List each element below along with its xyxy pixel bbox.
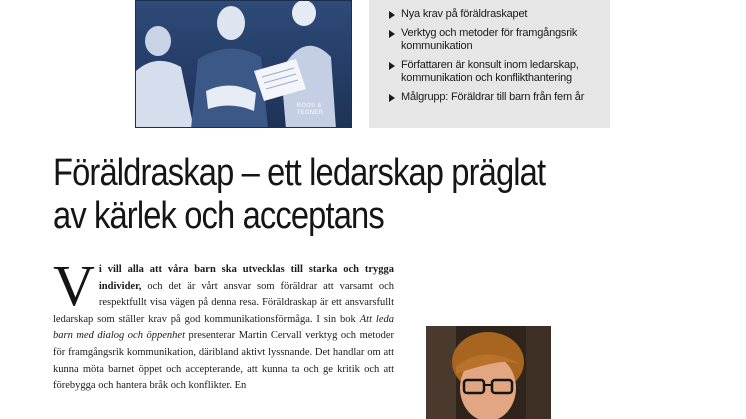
article-lead: i vill alla att våra barn ska utvecklas till starka och trygga individer, <box>98 264 394 292</box>
fact-item <box>389 91 596 104</box>
article-body-part2: presenterar Martin Cervall verktyg och metoder för framgångsrik kommunikation, däribland aktivt lyssnande. Det handlar om att kunna möta barnet öppet och accepterande, att kunna ta och ge kritik och att förebygga och hantera bråk och konflikter. En <box>53 330 394 392</box>
fact-list <box>389 8 596 104</box>
fact-item <box>389 59 596 85</box>
book-title: Att leda barn med dialog och öppenhet <box>53 313 394 342</box>
author-portrait <box>426 326 551 419</box>
book-cover-image <box>135 0 352 128</box>
article-body <box>53 253 394 395</box>
triangle-bullet-icon <box>389 62 395 70</box>
fact-item-text: Författaren är konsult inom ledarskap, kommunikation och konflikthantering <box>401 59 579 84</box>
cover-publisher-line1: ROOS & <box>296 103 322 109</box>
triangle-bullet-icon <box>389 94 395 102</box>
author-photo <box>426 326 551 419</box>
article-body-part1: och det är vårt ansvar som föräldrar att varsamt och respektfullt visa vägen på denna resa. Föräldraskap är ett ansvarsfullt ledarskap som ställer krav på god kommunikationsförmåga. I sin bok <box>53 280 394 325</box>
article-headline: Föräldraskap – ett ledarskap präglat av kärlek och acceptans <box>53 152 546 237</box>
fact-item-text: Nya krav på föräldraskapet <box>401 8 528 20</box>
cover-publisher-line2: TEGNER <box>296 110 323 116</box>
triangle-bullet-icon <box>389 11 395 19</box>
fact-item <box>389 8 596 21</box>
drop-cap: V <box>53 253 95 318</box>
triangle-bullet-icon <box>389 30 395 38</box>
fact-item <box>389 27 596 53</box>
fact-item-text: Verktyg och metoder för framgångsrik kommunikation <box>401 27 578 52</box>
fact-item-text: Målgrupp: Föräldrar till barn från fem år <box>401 91 585 103</box>
fact-box <box>369 0 610 128</box>
cover-publisher-logo <box>297 103 323 117</box>
